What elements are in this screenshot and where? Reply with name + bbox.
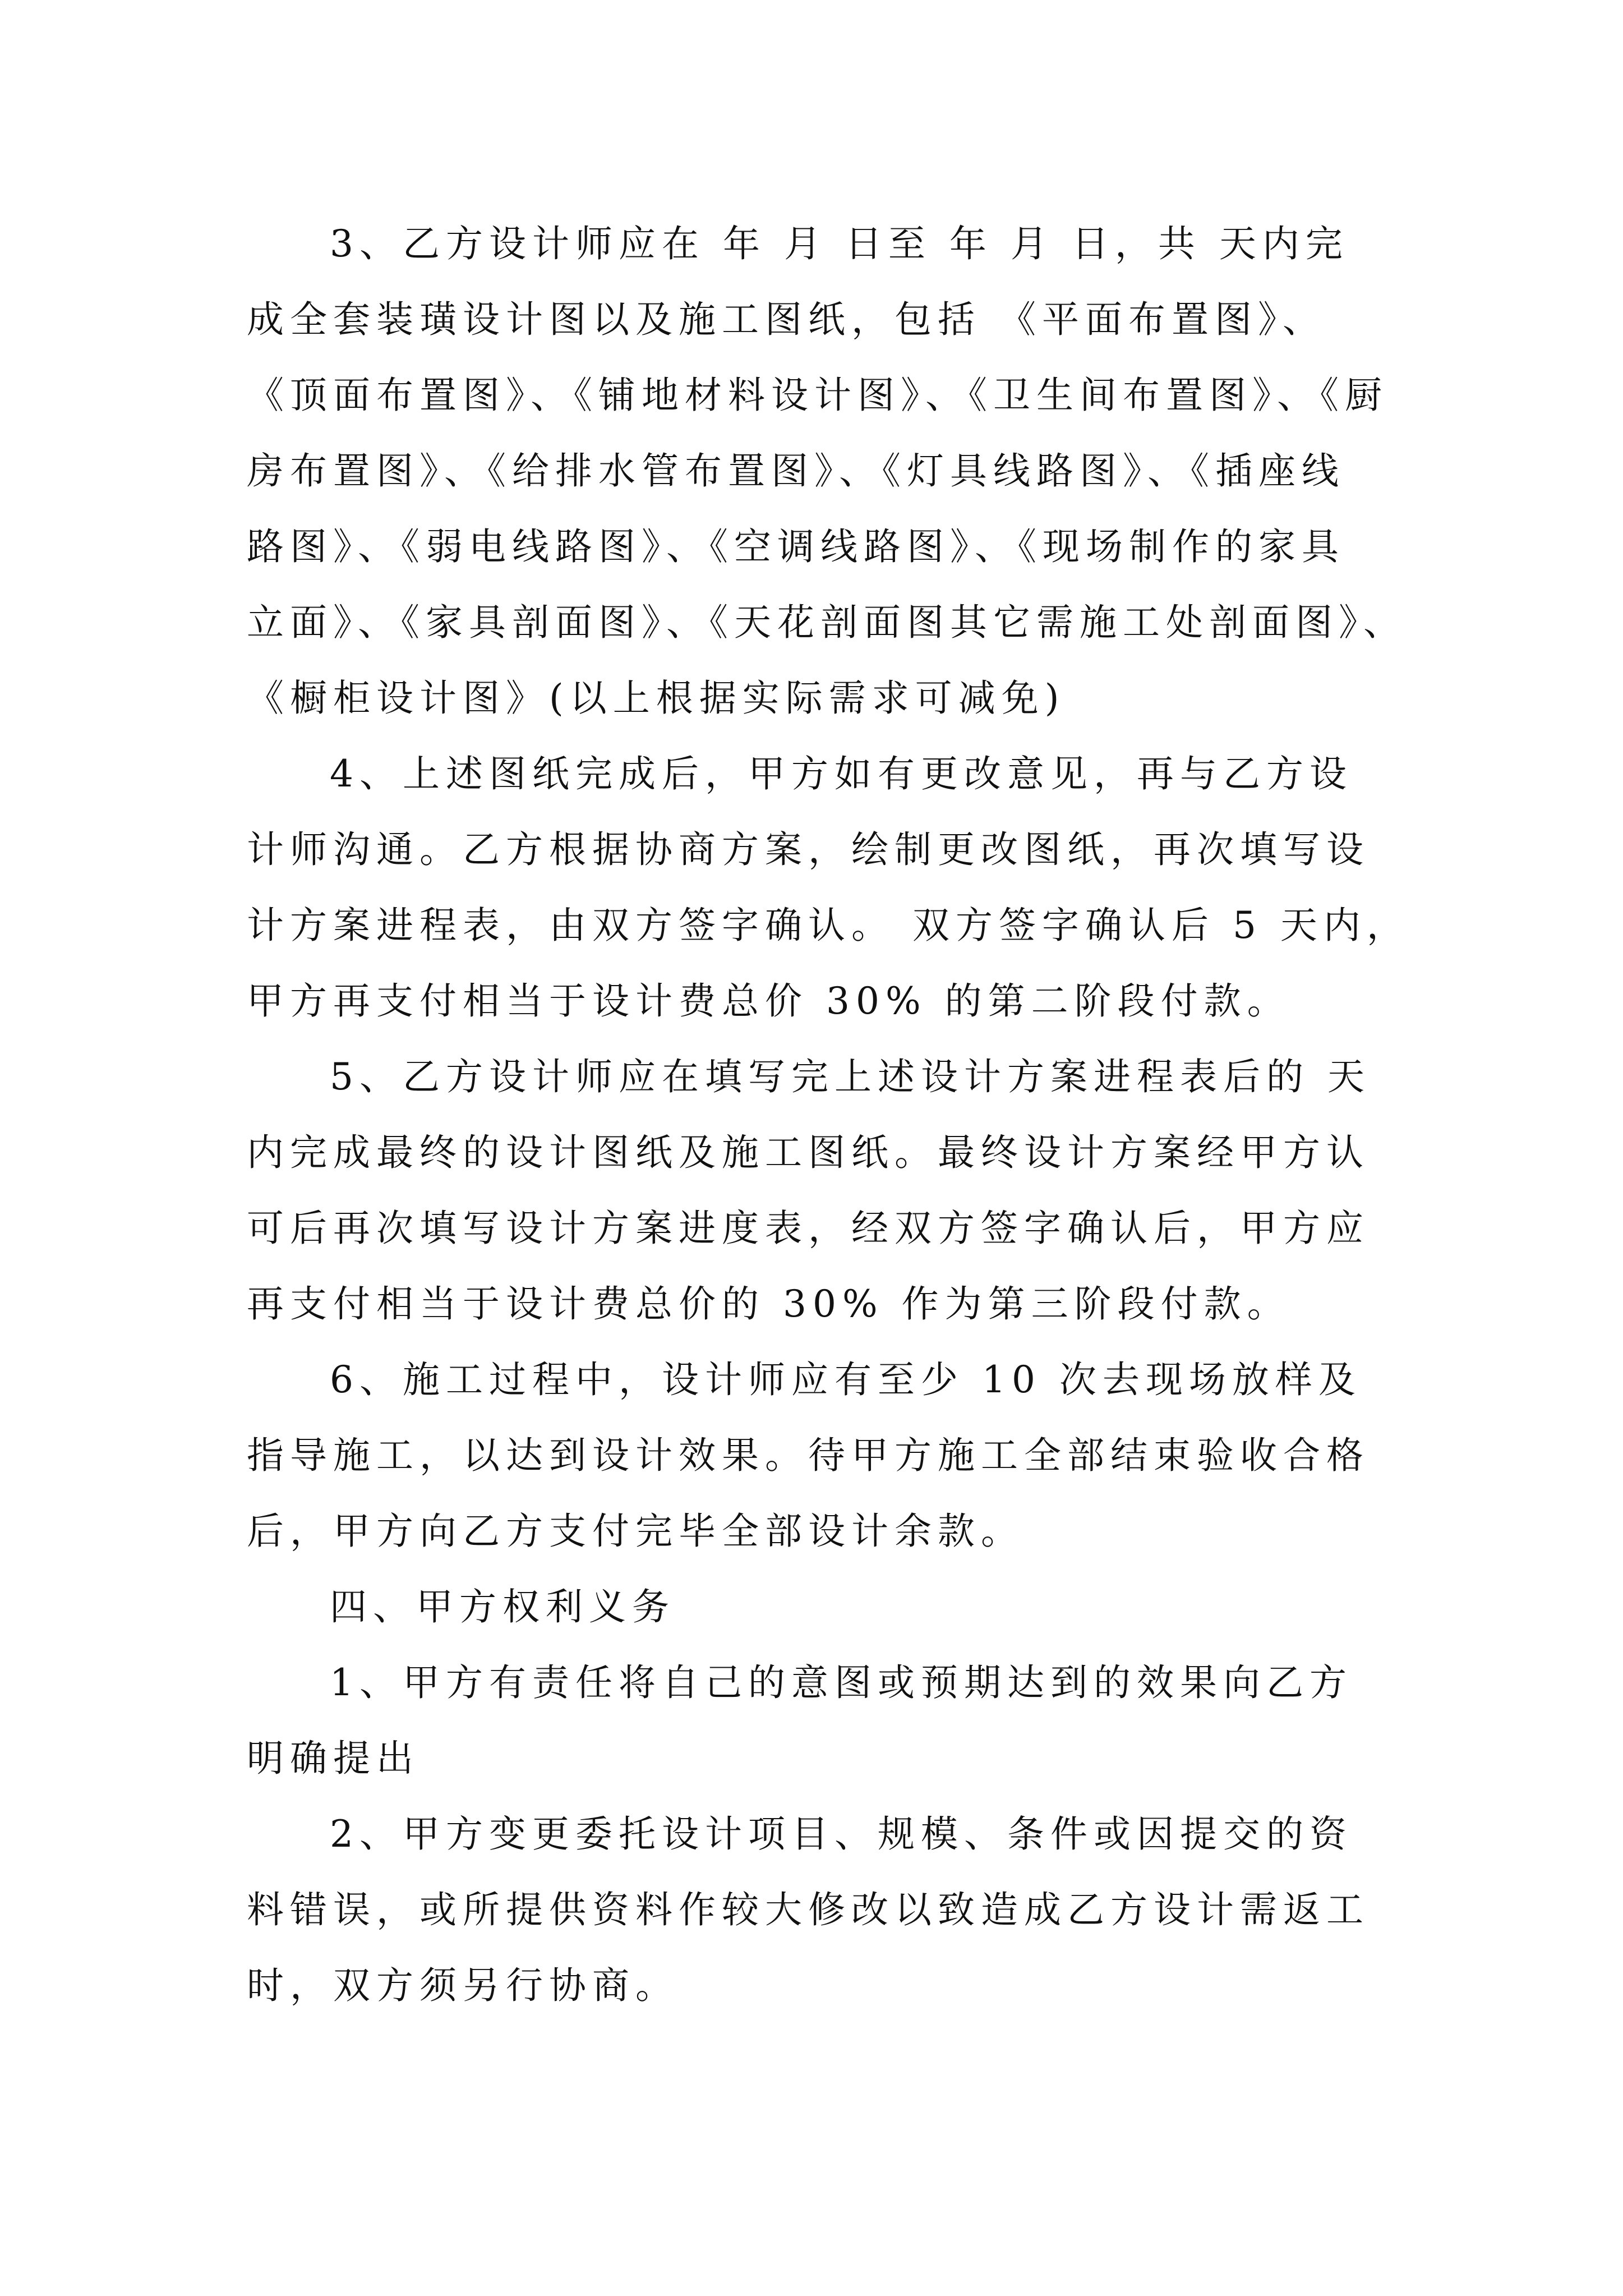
text-line: 成全套装璜设计图以及施工图纸，包括 《平面布置图》、 bbox=[247, 298, 1326, 341]
text-line: 后，甲方向乙方支付完毕全部设计余款。 bbox=[247, 1510, 1024, 1553]
paragraph-construction-guidance bbox=[247, 1352, 1385, 1579]
text-line: 内完成最终的设计图纸及施工图纸。最终设计方案经甲方认 bbox=[247, 1131, 1370, 1174]
text-line: 甲方再支付相当于设计费总价 30% 的第二阶段付款。 bbox=[247, 979, 1290, 1023]
text-line: 立面》、《家具剖面图》、《天花剖面图其它需施工处剖面图》、 bbox=[247, 601, 1407, 644]
paragraph-party-a-changes bbox=[247, 1806, 1385, 2033]
paragraph-revision-payment bbox=[247, 746, 1410, 1049]
text-line: 可后再次填写设计方案进度表，经双方签字确认后，甲方应 bbox=[247, 1207, 1370, 1250]
paragraph-final-design-payment bbox=[247, 1049, 1385, 1352]
document-body bbox=[247, 216, 1410, 2033]
text-line: 计师沟通。乙方根据协商方案，绘制更改图纸，再次填写设 bbox=[247, 828, 1370, 871]
text-line: 1、甲方有责任将自己的意图或预期达到的效果向乙方 bbox=[330, 1661, 1353, 1704]
paragraph-party-a-intent bbox=[247, 1655, 1385, 1806]
section-heading-party-a-rights bbox=[247, 1579, 1385, 1655]
section-heading: 四、甲方权利义务 bbox=[330, 1585, 675, 1628]
text-line: 明确提出 bbox=[247, 1737, 419, 1780]
text-line: 《顶面布置图》、《铺地材料设计图》、《卫生间布置图》、《厨 bbox=[247, 374, 1388, 417]
text-line: 再支付相当于设计费总价的 30% 作为第三阶段付款。 bbox=[247, 1282, 1290, 1326]
text-line: 3、乙方设计师应在 年 月 日至 年 月 日，共 天内完 bbox=[330, 222, 1349, 265]
text-line: 时，双方须另行协商。 bbox=[247, 1964, 679, 2007]
text-line: 指导施工，以达到设计效果。待甲方施工全部结束验收合格 bbox=[247, 1434, 1370, 1477]
text-line: 5、乙方设计师应在填写完上述设计方案进程表后的 天 bbox=[330, 1055, 1371, 1098]
text-line: 《橱柜设计图》(以上根据实际需求可减免) bbox=[247, 677, 1066, 720]
text-line: 路图》、《弱电线路图》、《空调线路图》、《现场制作的家具 bbox=[247, 525, 1345, 568]
text-line: 2、甲方变更委托设计项目、规模、条件或因提交的资 bbox=[330, 1812, 1353, 1856]
paragraph-design-schedule bbox=[247, 216, 1407, 746]
text-line: 6、施工过程中，设计师应有至少 10 次去现场放样及 bbox=[330, 1358, 1362, 1401]
text-line: 房布置图》、《给排水管布置图》、《灯具线路图》、《插座线 bbox=[247, 449, 1345, 493]
text-line: 4、上述图纸完成后，甲方如有更改意见，再与乙方设 bbox=[330, 752, 1353, 795]
text-line: 计方案进程表，由双方签字确认。 双方签字确认后 5 天内， bbox=[247, 904, 1410, 947]
text-line: 料错误，或所提供资料作较大修改以致造成乙方设计需返工 bbox=[247, 1888, 1370, 1931]
